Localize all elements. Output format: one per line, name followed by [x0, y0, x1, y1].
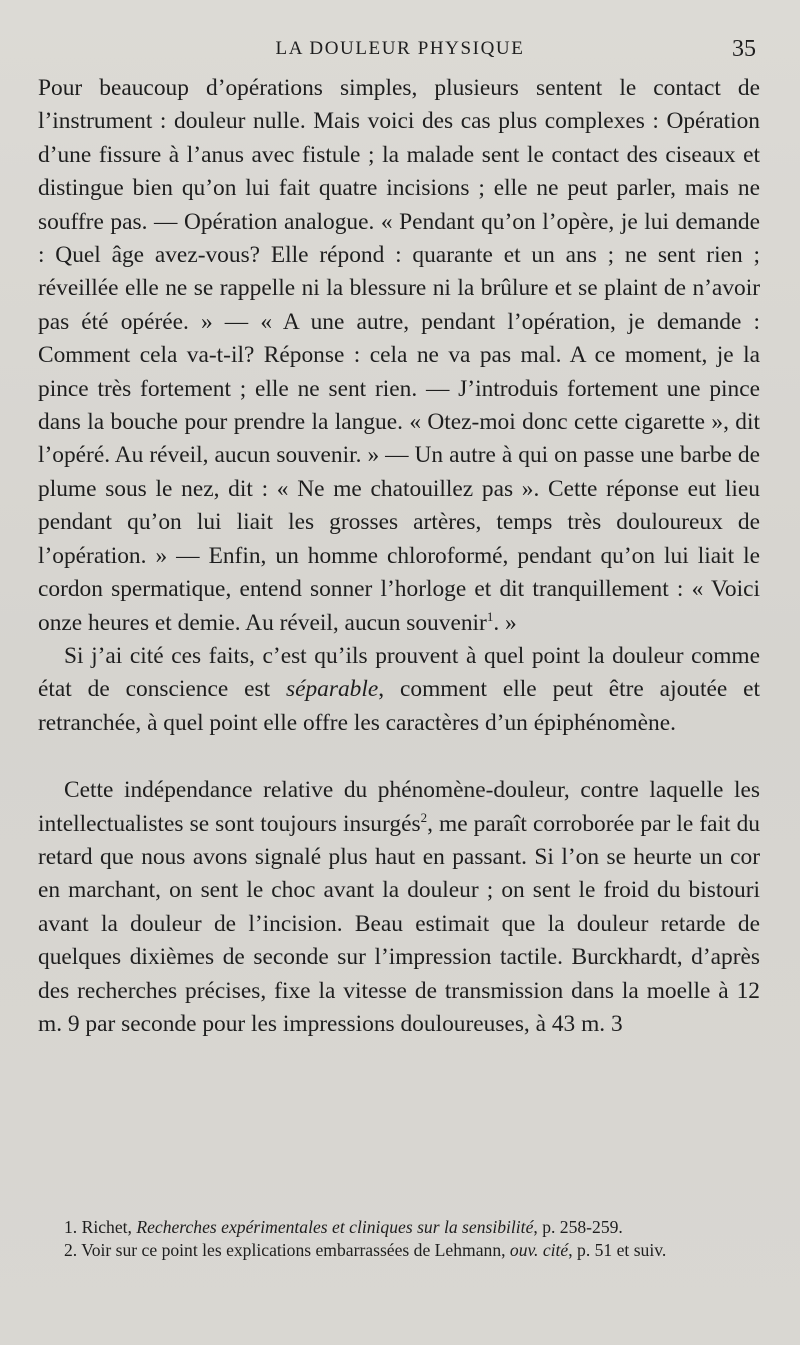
footnotes: [46, 1216, 764, 1262]
paragraph-2-text: Si j’ai cité ces faits, c’est qu’ils prouvent à quel point la douleur comme état de conscience est: [38, 642, 760, 703]
paragraph-3-end: , me paraît corroborée par le fait du retard que nous avons signalé plus haut en passant. Si l’on se heurte un cor en marchant, on sent le choc avant la douleur ; on sent le froid du bistouri avant la douleur de l’incision. Beau estimait que la douleur retarde de quelques dixièmes de seconde sur l’impression tactile. Burckhardt, d’après des recherches précises, fixe la vitesse de transmission dans la moelle à 12 m. 9 par seconde pour les impressions douloureuses, à 43 m. 3: [38, 810, 760, 1037]
footnote-1-label: 1. Richet,: [64, 1217, 137, 1237]
paragraph-1-end: . »: [493, 609, 517, 636]
body-text: [38, 72, 760, 1041]
footnote-ref-2: 2: [420, 809, 428, 825]
footnote-2-end: , p. 51 et suiv.: [568, 1240, 667, 1260]
paragraph-3: [38, 774, 760, 1041]
footnote-1-end: , p. 258-259.: [533, 1217, 623, 1237]
paragraph-2: [38, 640, 760, 740]
paragraph-2-end: , comment elle peut être ajoutée et retranchée, à quel point elle offre les caractères d’un épiphénomène.: [38, 676, 760, 736]
emphasis-separable: séparable: [286, 676, 379, 703]
footnote-1-title: Recherches expérimentales et cliniques sur la sensibilité: [136, 1217, 534, 1237]
running-title: LA DOULEUR PHYSIQUE: [275, 38, 525, 59]
footnote-1: [46, 1216, 764, 1239]
running-head: [0, 36, 800, 66]
footnote-2: [46, 1239, 764, 1262]
paragraph-3-text: Cette indépendance relative du phénomène-douleur, contre laquelle les intellectualistes se sont toujours insurgés: [38, 777, 760, 837]
footnote-2-italic: ouv. cité: [509, 1240, 569, 1260]
paragraph-1: [38, 72, 760, 640]
footnote-2-label: 2. Voir sur ce point les explications embarrassées de Lehmann,: [64, 1240, 510, 1260]
paragraph-1-text: Pour beaucoup d’opérations simples, plusieurs sentent le contact de l’instrument : douleur nulle. Mais voici des cas plus complexes : Opération d’une fissure à l’anus avec fistule ; la malade sent le contact des ciseaux et distingue bien qu’on lui fait quatre incisions ; elle ne peut parler, mais ne souffre pas. — Opération analogue. « Pendant qu’on l’opère, je lui demande : Quel âge avez-vous? Elle répond : quarante et un ans ; ne sent rien ; réveillée elle ne se rappelle ni la blessure ni la brûlure et se plaint de n’avoir pas été opérée. » — « A une autre, pendant l’opération, je demande : Comment cela va-t-il? Réponse : cela ne va pas mal. A ce moment, je la pince très fortement ; elle ne sent rien. — J’introduis fortement une pince dans la bouche pour prendre la langue. « Otez-moi donc cette cigarette », dit l’opéré. Au réveil, aucun souvenir. » — Un autre à qui on passe une barbe de plume sous le nez, dit : « Ne me chatouillez pas ». Cette réponse eut lieu pendant qu’on lui liait les grosses artères, temps très douloureux de l’opération. » — Enfin, un homme chloroformé, pendant qu’on lui liait le cordon spermatique, entend sonner l’horloge et dit tranquillement : « Voici onze heures et demie. Au réveil, aucun souvenir: [38, 75, 760, 636]
footnote-ref-1: 1: [486, 608, 494, 624]
page-number: 35: [732, 36, 756, 62]
